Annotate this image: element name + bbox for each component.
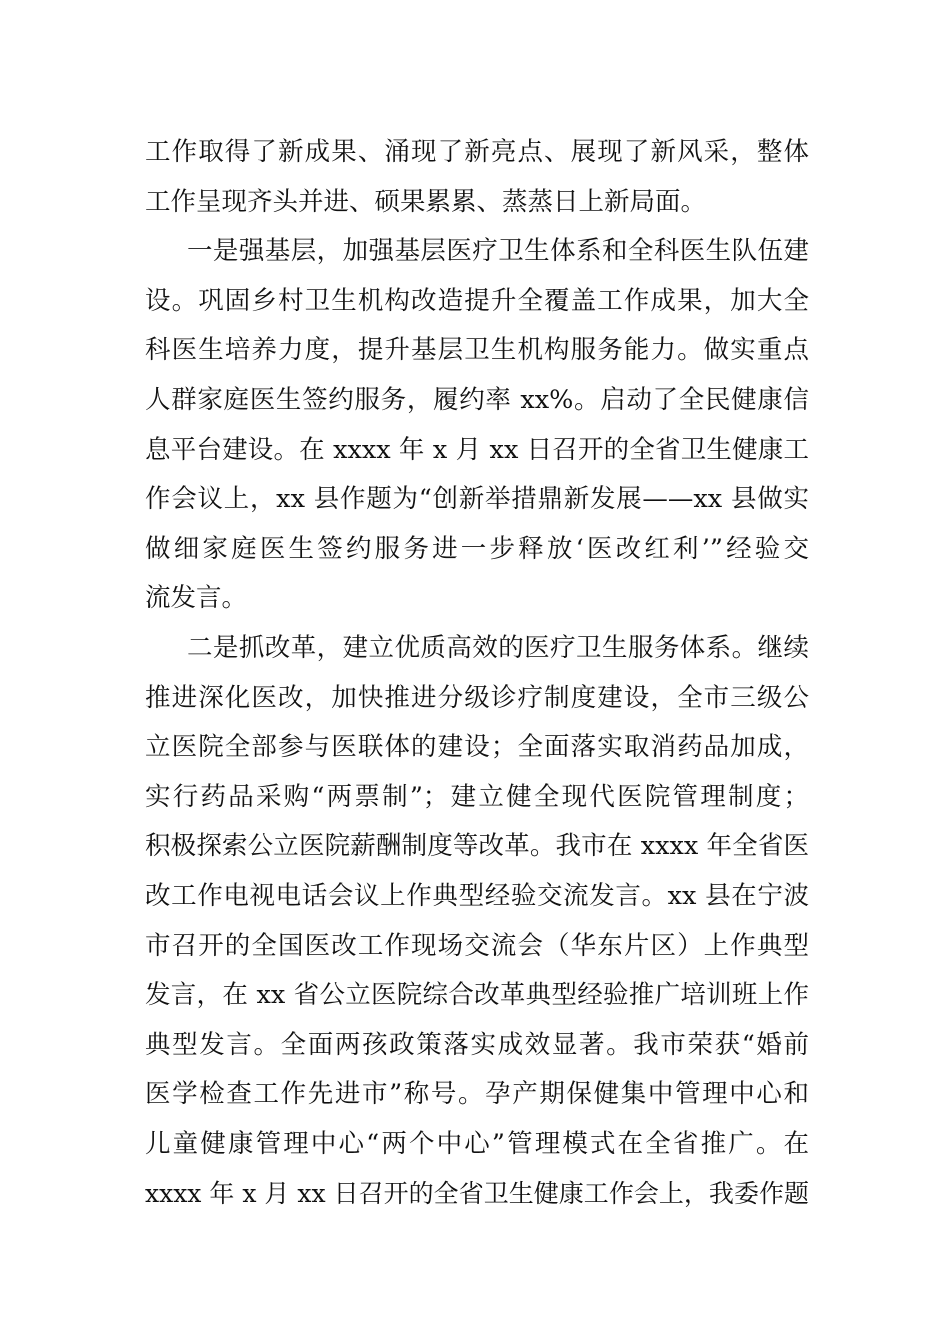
paragraph-2-line-11: 儿童健康管理中心“两个中心”管理模式在全省推广。在: [145, 1128, 809, 1159]
paragraph-1-line-1: 一是强基层，加强基层医疗卫生体系和全科医生队伍建: [187, 236, 809, 267]
paragraph-2-line-12: xxxx 年 x 月 xx 日召开的全省卫生健康工作会上，我委作题: [145, 1179, 809, 1209]
document-body: [145, 128, 809, 1219]
paragraph-1-line-2: 设。巩固乡村卫生机构改造提升全覆盖工作成果，加大全: [145, 285, 809, 316]
paragraph-2-line-9: 典型发言。全面两孩政策落实成效显著。我市荣获“婚前: [145, 1029, 809, 1060]
paragraph-2-line-5: 积极探索公立医院薪酬制度等改革。我市在 xxxx 年全省医: [145, 831, 809, 862]
paragraph-1-line-7: 做细家庭医生签约服务进一步释放‘医改红利’”经验交: [145, 533, 809, 564]
paragraph-1-line-5: 息平台建设。在 xxxx 年 x 月 xx 日召开的全省卫生健康工: [145, 434, 809, 465]
paragraph-2-line-3: 立医院全部参与医联体的建设；全面落实取消药品加成，: [145, 732, 809, 763]
text-line-2: 工作呈现齐头并进、硕果累累、蒸蒸日上新局面。: [145, 186, 707, 217]
paragraph-2-line-10: 医学检查工作先进市”称号。孕产期保健集中管理中心和: [145, 1079, 809, 1110]
paragraph-2-line-2: 推进深化医改，加快推进分级诊疗制度建设，全市三级公: [145, 682, 809, 713]
paragraph-2-line-6: 改工作电视电话会议上作典型经验交流发言。xx 县在宁波: [145, 880, 809, 911]
paragraph-1-line-6: 作会议上，xx 县作题为“创新举措鼎新发展——xx 县做实: [145, 484, 809, 515]
paragraph-2-line-8: 发言，在 xx 省公立医院综合改革典型经验推广培训班上作: [145, 980, 809, 1011]
paragraph-2-line-7: 市召开的全国医改工作现场交流会（华东片区）上作典型: [145, 930, 809, 961]
text-line-1: 工作取得了新成果、涌现了新亮点、展现了新风采，整体: [145, 137, 809, 167]
paragraph-2-line-1: 二是抓改革，建立优质高效的医疗卫生服务体系。继续: [187, 632, 809, 663]
paragraph-2-line-4: 实行药品采购“两票制”；建立健全现代医院管理制度；: [145, 781, 809, 812]
paragraph-1-line-8: 流发言。: [145, 583, 248, 614]
paragraph-1-line-3: 科医生培养力度，提升基层卫生机构服务能力。做实重点: [145, 335, 809, 366]
paragraph-1-line-4: 人群家庭医生签约服务，履约率 xx%。启动了全民健康信: [145, 384, 809, 415]
